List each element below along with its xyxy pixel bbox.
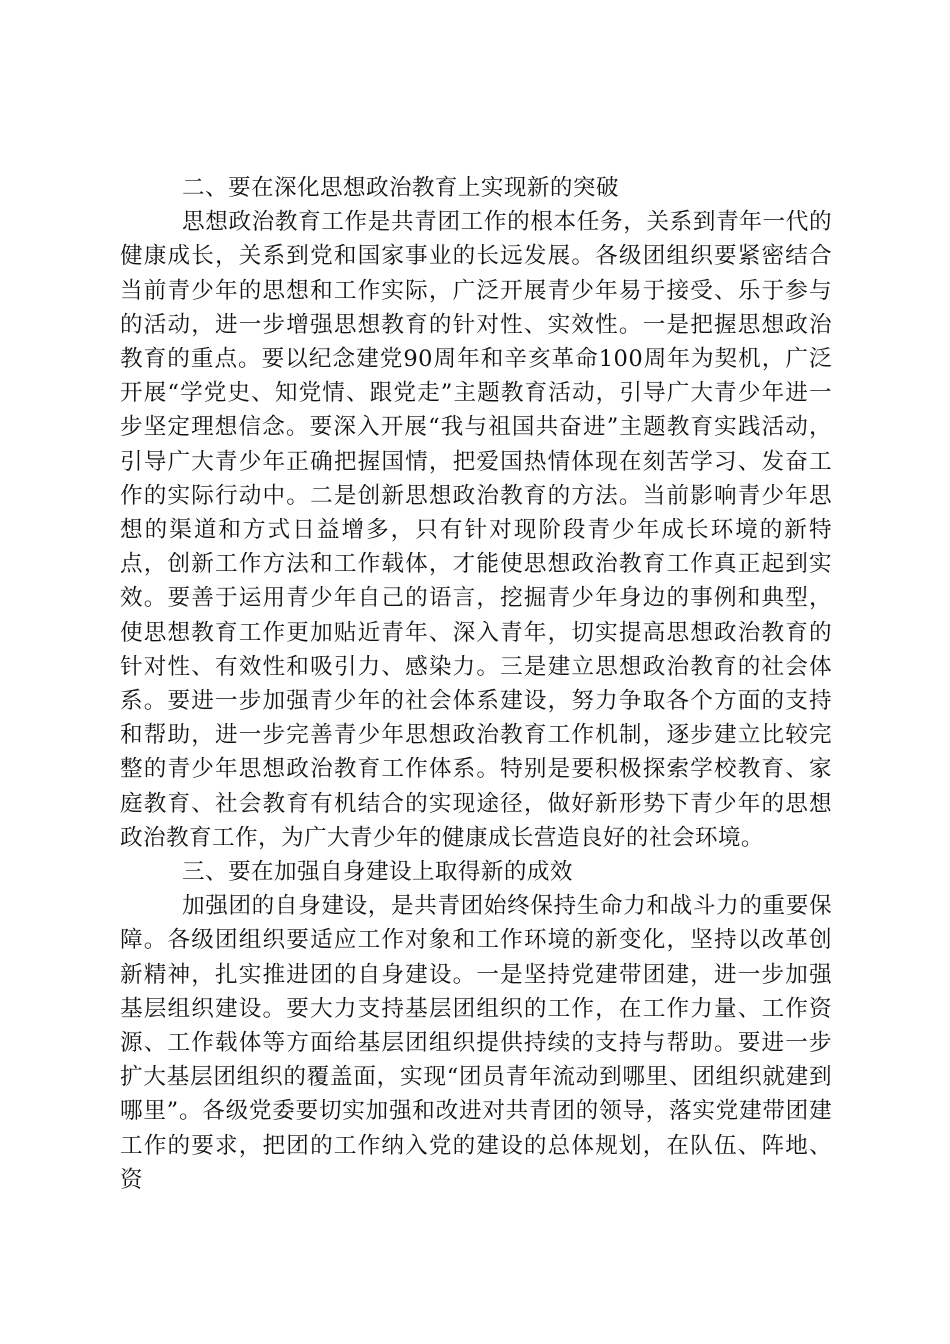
document-body: [120, 171, 832, 1197]
section-paragraph-3: 加强团的自身建设，是共青团始终保持生命力和战斗力的重要保障。各级团组织要适应工作对象和工作环境的新变化，坚持以改革创新精神，扎实推进团的自身建设。一是坚持党建带团建，进一步加强基层组织建设。要大力支持基层团组织的工作，在工作力量、工作资源、工作载体等方面给基层团组织提供持续的支持与帮助。要进一步扩大基层团组织的覆盖面，实现“团员青年流动到哪里、团组织就建到哪里”。各级党委要切实加强和改进对共青团的领导，落实党建带团建工作的要求，把团的工作纳入党的建设的总体规划，在队伍、阵地、资: [120, 893, 832, 1193]
section-heading-2: 二、要在深化思想政治教育上实现新的突破: [182, 175, 619, 201]
section-paragraph-2: 思想政治教育工作是共青团工作的根本任务，关系到青年一代的健康成长，关系到党和国家事业的长远发展。各级团组织要紧密结合当前青少年的思想和工作实际，广泛开展青少年易于接受、乐于参与的活动，进一步增强思想教育的针对性、实效性。一是把握思想政治教育的重点。要以纪念建党90周年和辛亥革命100周年为契机，广泛开展“学党史、知党情、跟党走”主题教育活动，引导广大青少年进一步坚定理想信念。要深入开展“我与祖国共奋进”主题教育实践活动，引导广大青少年正确把握国情，把爱国热情体现在刻苦学习、发奋工作的实际行动中。二是创新思想政治教育的方法。当前影响青少年思想的渠道和方式日益增多，只有针对现阶段青少年成长环境的新特点，创新工作方法和工作载体，才能使思想政治教育工作真正起到实效。要善于运用青少年自己的语言，挖掘青少年身边的事例和典型，使思想教育工作更加贴近青年、深入青年，切实提高思想政治教育的针对性、有效性和吸引力、感染力。三是建立思想政治教育的社会体系。要进一步加强青少年的社会体系建设，努力争取各个方面的支持和帮助，进一步完善青少年思想政治教育工作机制，逐步建立比较完整的青少年思想政治教育工作体系。特别是要积极探索学校教育、家庭教育、社会教育有机结合的实现途径，做好新形势下青少年的思想政治教育工作，为广大青少年的健康成长营造良好的社会环境。: [120, 209, 832, 851]
section-heading-3: 三、要在加强自身建设上取得新的成效: [182, 859, 573, 886]
